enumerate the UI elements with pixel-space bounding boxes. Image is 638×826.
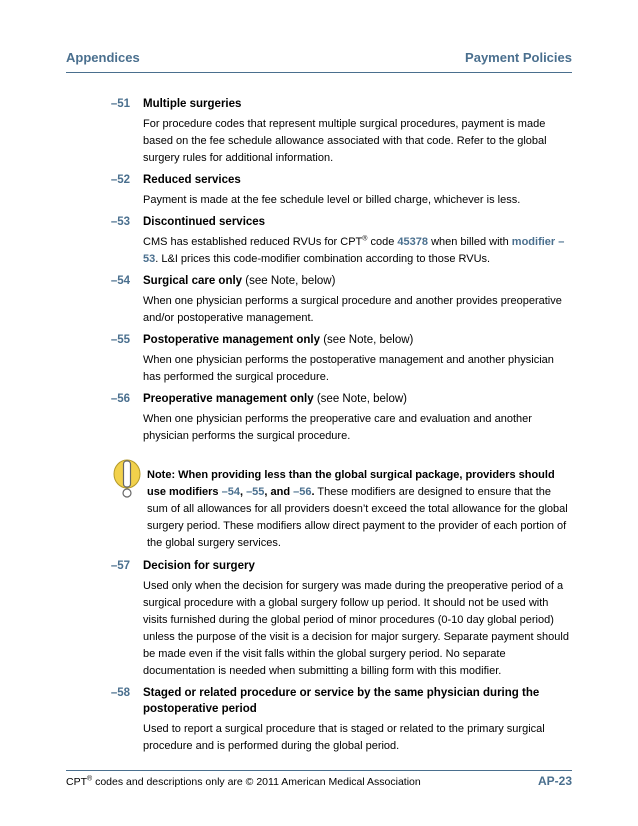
modifier-title: Staged or related procedure or service by the same physician during the postoperative period xyxy=(143,687,540,715)
modifier-title: Preoperative management only (see Note, below) xyxy=(143,393,407,405)
modifier-title: Reduced services xyxy=(143,174,241,186)
modifier-description: When one physician performs the postoperative management and another physician has performed the surgical procedure. xyxy=(143,354,554,383)
modifier-entry-51 xyxy=(66,96,572,167)
header-section-title: Appendices xyxy=(66,50,140,65)
page-number: AP-23 xyxy=(537,774,572,788)
modifier-code: –52 xyxy=(110,174,130,186)
cpt-code-link-45378[interactable]: 45378 xyxy=(397,236,429,248)
modifier-entry-53 xyxy=(66,214,572,268)
copyright-notice: CPT® codes and descriptions only are © 2011 American Medical Association xyxy=(66,775,421,788)
modifier-description: When one physician performs the preoperative care and evaluation and another physician performs the surgical procedure. xyxy=(143,413,532,442)
modifier-title: Postoperative management only (see Note, below) xyxy=(143,334,414,346)
modifier-code: –53 xyxy=(110,216,130,228)
modifier-code: –55 xyxy=(110,334,130,346)
modifier-55-link[interactable]: –55 xyxy=(246,486,265,498)
modifier-code: –54 xyxy=(110,275,130,287)
modifier-entry-55 xyxy=(66,332,572,386)
modifier-entry-52 xyxy=(66,172,572,209)
global-surgery-note: Note: When providing less than the global surgical package, providers should use modifiers –54, –55, and –56. These modifiers are designed to ensure that the sum of all allowances for all providers doesn’t exceed the total allowance for the global surgery period. These modifiers allow direct payment to the provider of each portion of the global surgery services. xyxy=(66,467,572,552)
modifier-title: Surgical care only (see Note, below) xyxy=(143,275,336,287)
header-divider xyxy=(66,72,572,73)
modifier-description: Used only when the decision for surgery was made during the preoperative period of a surgical procedure with a global surgery follow up period. It should not be used with visits furnished during the global period of minor procedures (0-10 day global period) unless the purpose of the visit is a decision for major surgery. Separate payment should be made even if the visit falls within the global surgery period. No separate documentation is needed when submitting a billing form with this modifier. xyxy=(143,580,569,677)
modifier-entry-56 xyxy=(66,391,572,445)
modifier-53-link[interactable]: modifier –53 xyxy=(143,236,565,265)
modifier-description: Payment is made at the fee schedule level or billed charge, whichever is less. xyxy=(143,194,521,206)
exclamation-icon xyxy=(112,459,142,499)
page-footer xyxy=(66,774,572,788)
modifier-description: Used to report a surgical procedure that is staged or related to the primary surgical procedure and is performed during the global period. xyxy=(143,723,545,752)
modifier-description: When one physician performs a surgical procedure and another provides preoperative and/or postoperative management. xyxy=(143,295,562,324)
modifier-entry-54 xyxy=(66,273,572,327)
footer-divider xyxy=(66,770,572,771)
modifier-54-link[interactable]: –54 xyxy=(221,486,240,498)
modifier-entry-58 xyxy=(66,685,572,755)
page-header xyxy=(66,50,572,68)
modifier-list xyxy=(66,96,572,755)
modifier-code: –57 xyxy=(110,560,130,572)
modifier-title: Discontinued services xyxy=(143,216,266,228)
modifier-description: CMS has established reduced RVUs for CPT® code 45378 when billed with modifier –53. L&I prices this code-modifier combination according to those RVUs. xyxy=(143,235,565,265)
modifier-56-link[interactable]: –56 xyxy=(293,486,312,498)
header-chapter-title: Payment Policies xyxy=(465,50,572,65)
modifier-title: Multiple surgeries xyxy=(143,98,242,110)
modifier-code: –58 xyxy=(110,687,130,699)
modifier-entry-57 xyxy=(66,558,572,680)
modifier-description: For procedure codes that represent multiple surgical procedures, payment is made based on the fee schedule allowance associated with that code. Refer to the global surgery rules for additional information. xyxy=(143,118,547,164)
modifier-code: –51 xyxy=(110,98,130,110)
modifier-code: –56 xyxy=(110,393,130,405)
modifier-title: Decision for surgery xyxy=(143,560,255,572)
